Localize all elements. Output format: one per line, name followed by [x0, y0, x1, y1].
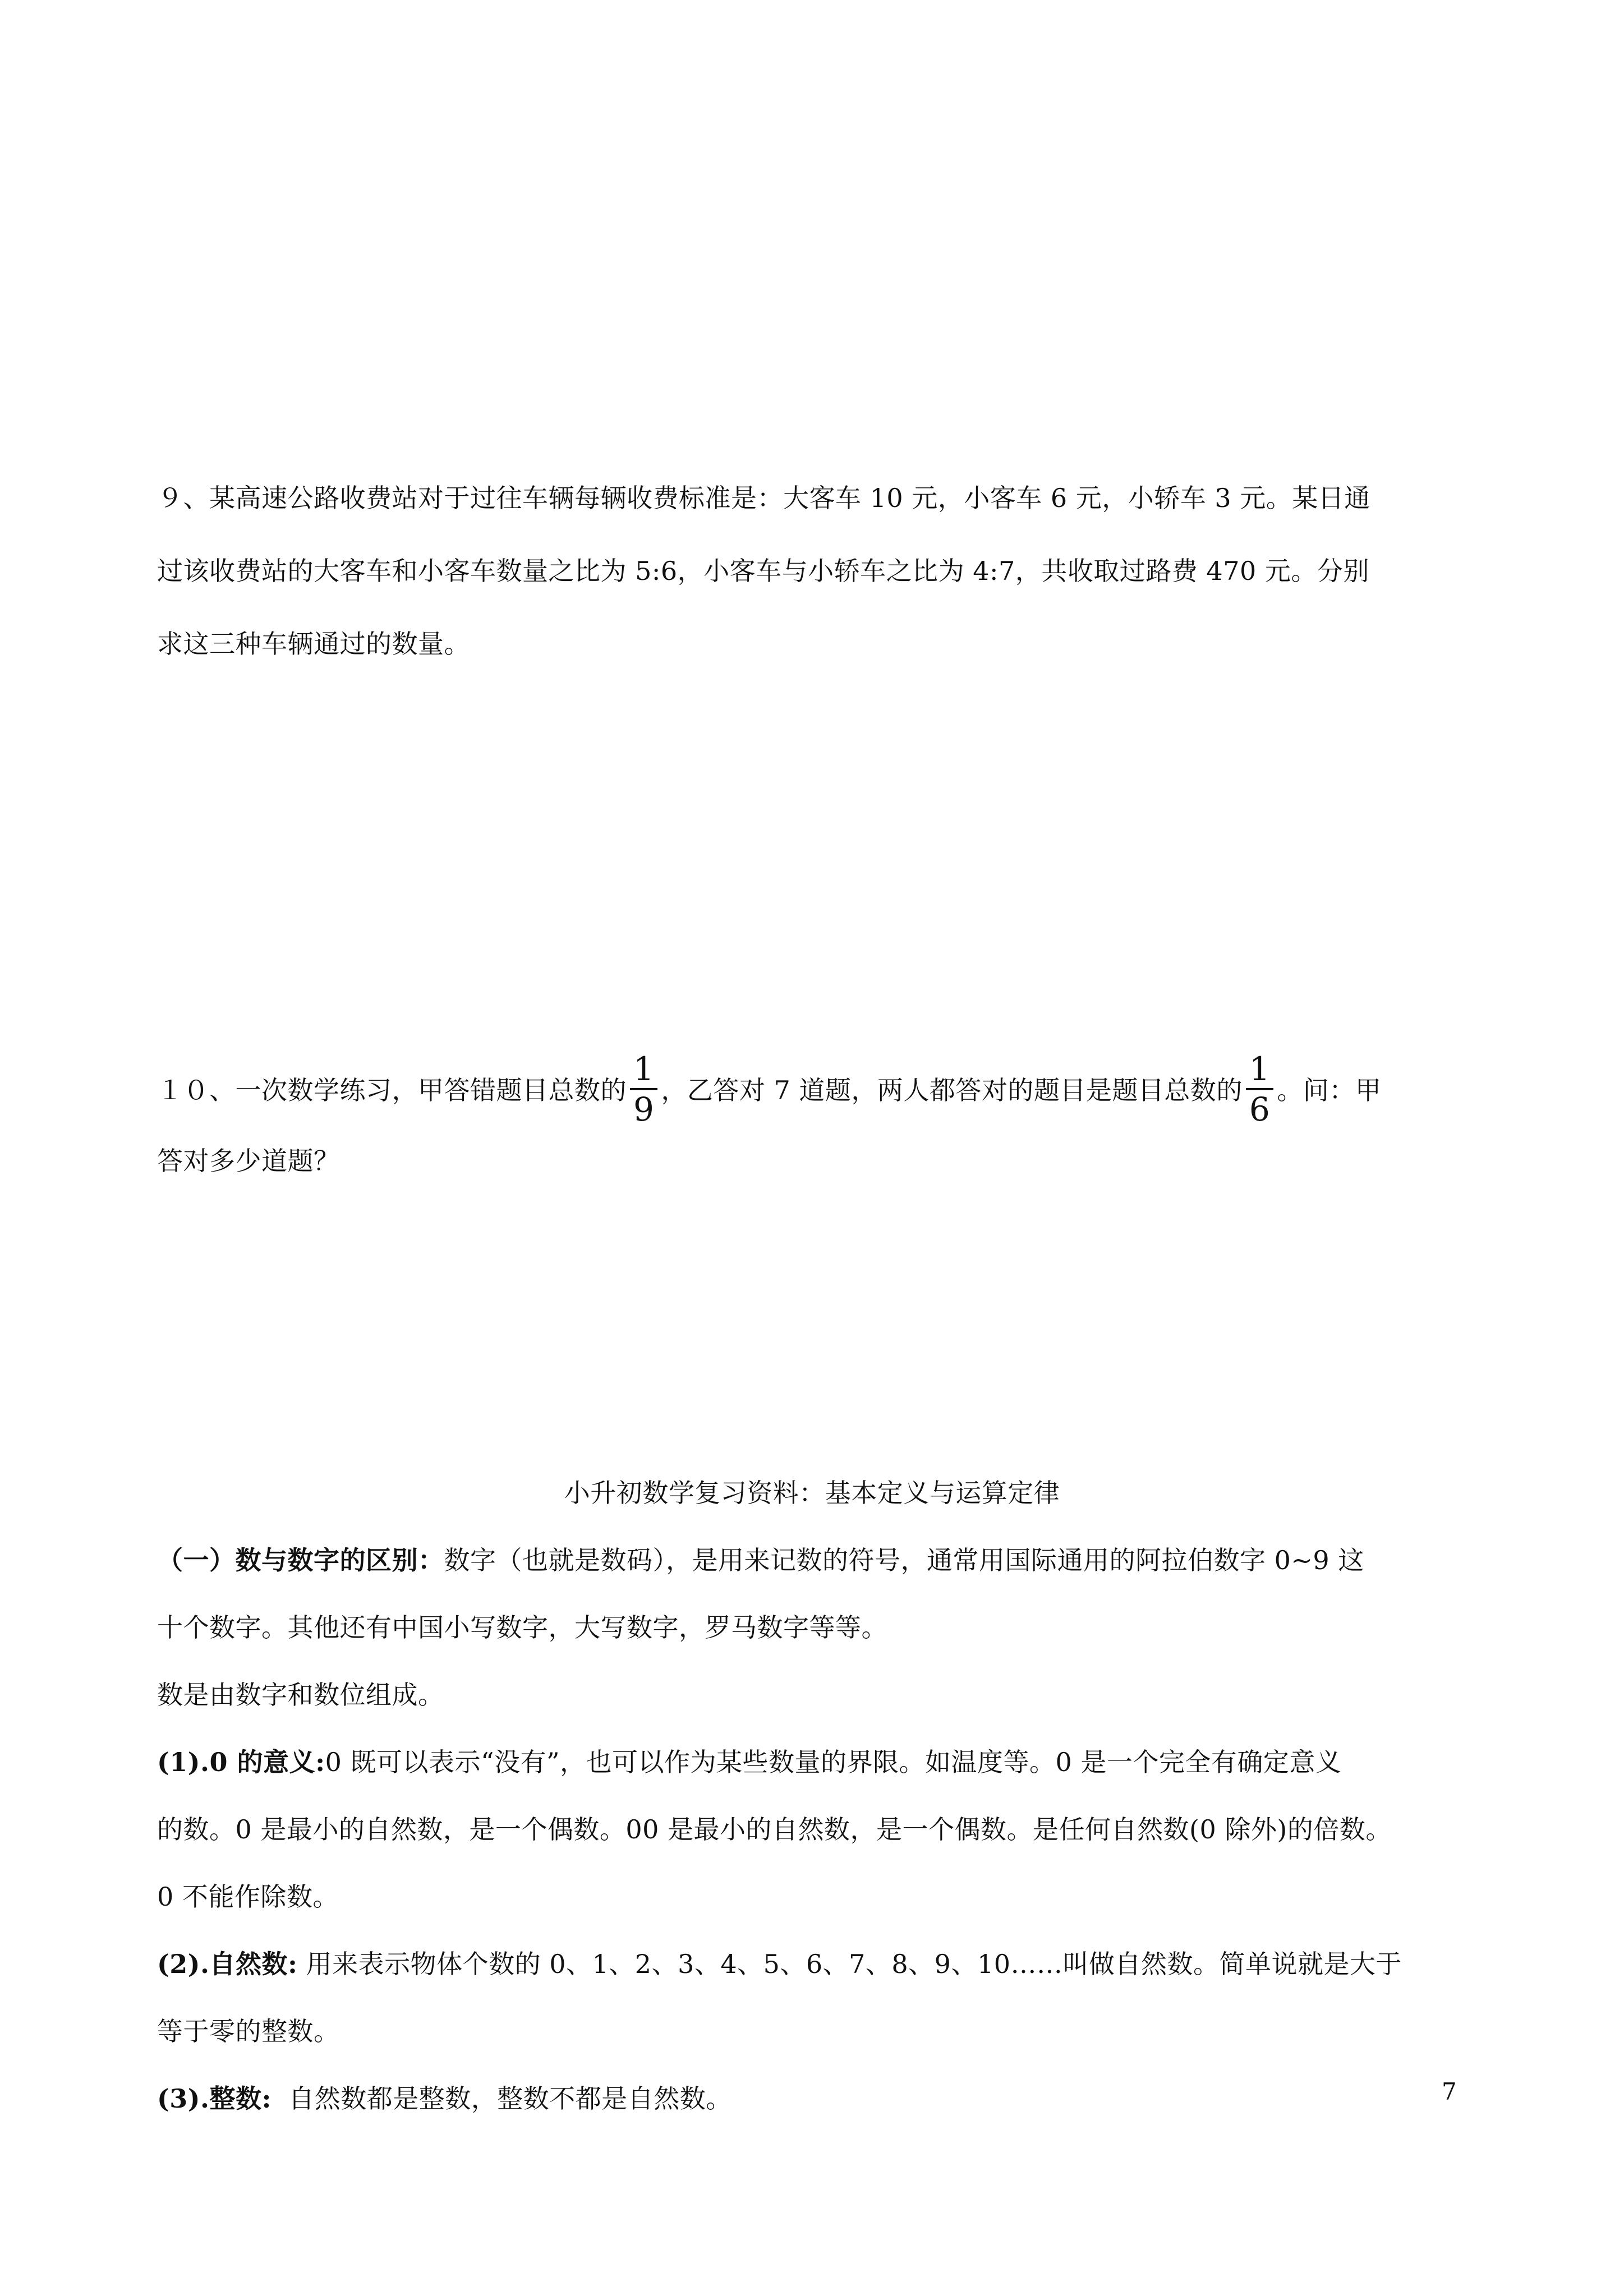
section-1-text: 数字（也就是数码），是用来记数的符号，通常用国际通用的阿拉伯数字 0~9 这	[444, 1545, 1364, 1575]
fraction-one-ninth	[630, 1051, 657, 1127]
q10-middle: ，乙答对 7 道题，两人都答对的题目是题目总数的	[661, 1075, 1243, 1105]
fraction-numerator: 1	[1246, 1051, 1273, 1090]
point-3-text: 自然数都是整数，整数不都是自然数。	[272, 2083, 732, 2114]
fraction-denominator: 9	[633, 1090, 655, 1128]
q10-line-2: 答对多少道题？	[157, 1146, 340, 1176]
point-2-text: 用来表示物体个数的 0、1、2、3、4、5、6、7、8、9、10……叫做自然数。简单说就是大于	[297, 1949, 1402, 1979]
q10-line-1	[157, 1050, 1475, 1131]
section-1-line-2: 十个数字。其他还有中国小写数字，大写数字，罗马数字等等。	[157, 1612, 887, 1643]
point-3-heading: (3).整数:	[157, 2083, 272, 2114]
fraction-one-sixth	[1246, 1051, 1273, 1127]
point-3-line-1	[157, 2082, 1475, 2115]
page-number: 7	[1442, 2078, 1457, 2105]
point-1-line-3: 0 不能作除数。	[157, 1882, 339, 1912]
fraction-numerator: 1	[630, 1051, 657, 1090]
q9-line-3: 求这三种车辆通过的数量。	[157, 629, 470, 659]
point-1-text: 0 既可以表示“没有”，也可以作为某些数量的界限。如温度等。0 是一个完全有确定意义	[325, 1747, 1342, 1777]
review-title: 小升初数学复习资料：基本定义与运算定律	[564, 1478, 1060, 1508]
fraction-denominator: 6	[1249, 1090, 1271, 1128]
point-2-line-2: 等于零的整数。	[157, 2016, 340, 2046]
section-1-heading: （一）数与数字的区别：	[157, 1545, 444, 1575]
point-1-line-2: 的数。0 是最小的自然数，是一个偶数。00 是最小的自然数，是一个偶数。是任何自然数(0 除外)的倍数。	[157, 1814, 1392, 1845]
point-1-heading: (1).0 的意义:	[157, 1747, 325, 1777]
section-1-line-3: 数是由数字和数位组成。	[157, 1680, 444, 1710]
q9-line-1: ９、某高速公路收费站对于过往车辆每辆收费标准是：大客车 10 元，小客车 6 元，小轿车 3 元。某日通	[157, 483, 1370, 513]
q10-suffix: 。问：甲	[1277, 1075, 1382, 1105]
point-2-line-1	[157, 1947, 1475, 1981]
point-1-line-1	[157, 1745, 1475, 1779]
section-1-line-1	[157, 1543, 1475, 1577]
q10-prefix: １０、一次数学练习，甲答错题目总数的	[157, 1075, 627, 1105]
point-2-heading: (2).自然数:	[157, 1949, 298, 1979]
q9-line-2: 过该收费站的大客车和小客车数量之比为 5:6，小客车与小轿车之比为 4:7，共收取过路费 470 元。分别	[157, 556, 1369, 586]
